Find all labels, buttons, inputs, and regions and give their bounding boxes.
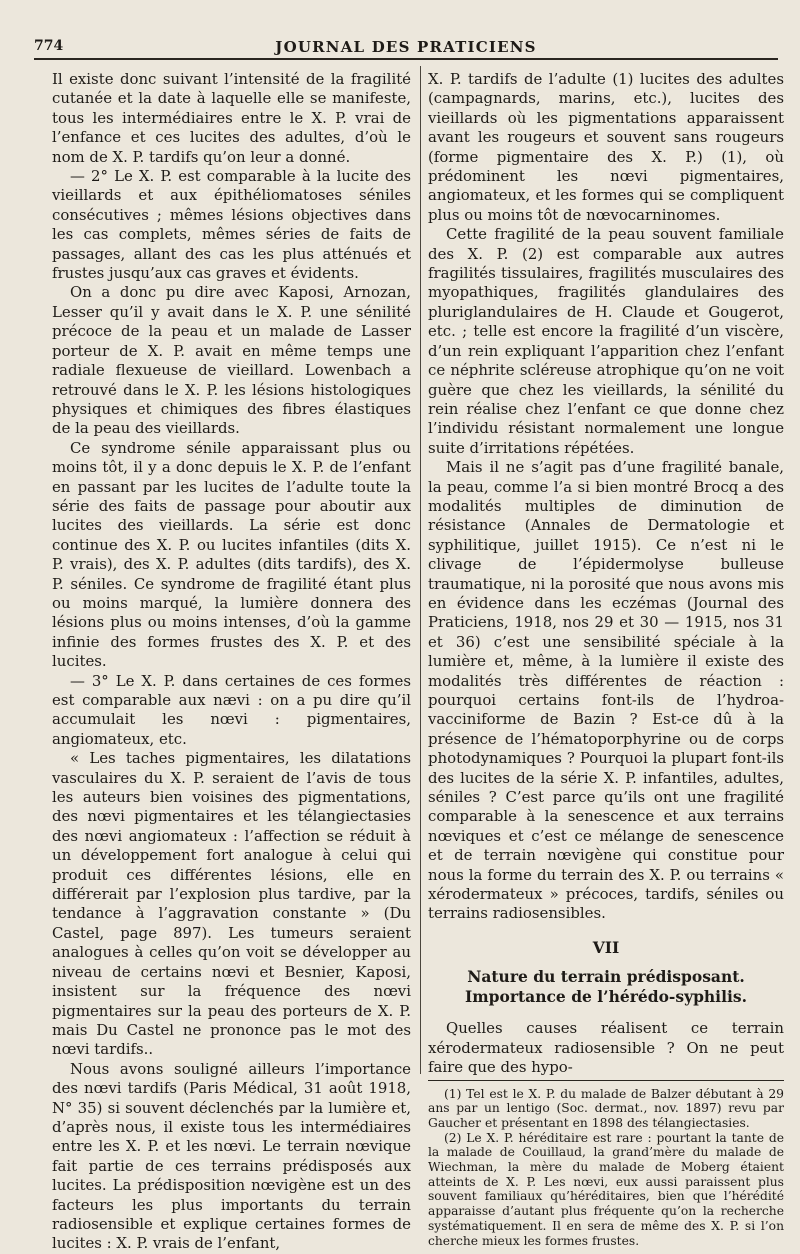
paragraph: On a donc pu dire avec Kaposi, Arnozan, Lesser qu’il y avait dans le X. P. une sénilité précoce de la peau et un malade de Lasser porteur de X. P. avait en même temps une radiale flexueuse de vieillard. Lowenbach a retrouvé dans le X. P. les lésions histologiques physiques et chimiques des fibres élastiques de la peau des vieillards. (52, 283, 411, 438)
section-number: VII (592, 937, 620, 957)
paragraph: Ce syndrome sénile apparaissant plus ou moins tôt, il y a donc depuis le X. P. de l’enfant en passant par les lucites de l’adulte toute la série des faits de passage pour aboutir aux lucites des vieillards. La série est donc continue des X. P. ou lucites infantiles (dits X. P. vrais), des X. P. adultes (dits tardifs), des X. P. séniles. Ce syndrome de fragilité étant plus ou moins marqué, la lumière donnera des lésions plus ou moins intenses, d’où la gamme infinie des formes frustes des X. P. et des lucites. (52, 438, 411, 671)
column-divider (420, 66, 421, 1074)
footnote-2: (2) Le X. P. héréditaire est rare : pourtant la tante de la malade de Couillaud, la grand’mère du malade de Wiechman, la mère du malade de Moberg étaient atteints de X. P. Les nœvi, eux aussi paraissent plus souvent familiaux qu’héréditaires, bien que l’hérédité apparaisse d’autant plus fréquente qu’on la recherche systématiquement. Il en sera de même des X. P. si l’on cherche mieux les formes frustes. (428, 1130, 784, 1248)
footnote-divider (428, 1080, 784, 1081)
paragraph: Nous avons souligné ailleurs l’importance des nœvi tardifs (Paris Médical, 31 août 1918, N° 35) si souvent déclenchés par la lumière et, d’après nous, il existe tous les intermédiaires entre les X. P. et les nœvi. Le terrain nœvique fait partie de ces terrains prédisposés aux lucites. La prédisposition nœvigène est un des facteurs les plus importants du terrain radiosensible et explique certaines formes de lucites : X. P. vrais de l’enfant, (52, 1059, 411, 1253)
paragraph: Cette fragilité de la peau souvent familiale des X. P. (2) est comparable aux autres fragilités tissulaires, fragilités musculaires des myopathiques, fragilités glandulaires des pluriglandulaires de H. Claude et Gougerot, etc. ; telle est encore la fragilité d’un viscère, d’un rein expliquant l’apparition chez l’enfant ce néphrite scléreuse atrophique qu’on ne voit guère que chez les vieillards, la sénilité du rein réalise chez l’enfant ce que donne chez l’individu résistant normalement une longue suite d’irritations répétées. (428, 225, 784, 457)
right-column (428, 70, 784, 1248)
page-header (34, 36, 778, 60)
left-column (52, 70, 411, 1253)
paragraph: — 2° Le X. P. est comparable à la lucite des vieillards et aux épithéliomatoses séniles consécutives ; mêmes lésions objectives dans les cas complets, mêmes séries de faits de passages, allant des cas les plus atténués et frustes jusqu’aux cas graves et évidents. (52, 167, 411, 283)
journal-title: JOURNAL DES PRATICIENS (275, 38, 537, 56)
section-title (428, 967, 784, 1007)
paragraph: X. P. tardifs de l’adulte (1) lucites des adultes (campagnards, marins, etc.), lucites des vieillards où les pigmentations apparaissent avant les rougeurs et souvent sans rougeurs (forme pigmentaire des X. P.) (1), où prédominent les nœvi pigmentaires, angiomateux, et les formes qui se compliquent plus ou moins tôt de nœvocarninomes. (428, 70, 784, 224)
paragraph: Mais il ne s’agit pas d’une fragilité banale, la peau, comme l’a si bien montré Brocq a des modalités multiples de diminution de résistance (Annales de Dermatologie et syphilitique, juillet 1915). Ce n’est ni le clivage de l’épidermolyse bulleuse traumatique, ni la porosité que nous avons mis en évidence dans les eczémas (Journal des Praticiens, 1918, nos 29 et 30 — 1915, nos 31 et 36) c’est une sensibilité spéciale à la lumière et, même, à la lumière il existe des modalités très différentes de réaction : pourquoi certains font-ils de l’hydroa-vacciniforme de Bazin ? Est-ce dû à la présence de l’hématoporphyrine ou de corps photodynamiques ? Pourquoi la plupart font-ils des lucites de la série X. P. infantiles, adultes, séniles ? C’est parce qu’ils ont une fragilité comparable à la senescence et aux terrains nœviques et c’est ce mélange de senescence et de terrain nœvigène qui constitue pour nous la forme du terrain des X. P. ou terrains « xérodermateux » précoces, tardifs, séniles ou terrains radiosensibles. (428, 458, 784, 923)
footnote-1: (1) Tel est le X. P. du malade de Balzer débutant à 29 ans par un lentigo (Soc. dermat., nov. 1897) revu par Gaucher et présentant en 1898 des télangiectasies. (428, 1086, 784, 1130)
page-number: 774 (34, 38, 64, 54)
paragraph: Quelles causes réalisent ce terrain xérodermateux radiosensible ? On ne peut faire que des hypo- (428, 1019, 784, 1077)
paragraph: Il existe donc suivant l’intensité de la fragilité cutanée et la date à laquelle elle se manifeste, tous les intermédiaires entre le X. P. vrai de l’enfance et ces lucites des adultes, d’où le nom de X. P. tardifs qu’on leur a donné. (52, 70, 411, 166)
section-title-line-1: Nature du terrain prédisposant. (467, 967, 745, 987)
section-title-line-2: Importance de l’hérédo-syphilis. (465, 987, 747, 1007)
paragraph: « Les taches pigmentaires, les dilatations vasculaires du X. P. seraient de l’avis de tous les auteurs bien voisines des pigmentations, des nœvi pigmentaires et les télangiectasies des nœvi angiomateux : l’affection se réduit à un développement fort analogue à celui qui produit ces différentes lésions, elle en différerait par l’explosion plus tardive, par la tendance à l’aggravation constante » (Du Castel, page 897). Les tumeurs seraient analogues à celles qu’on voit se développer au niveau de certains nœvi et Besnier, Kaposi, insistent sur la fréquence des nœvi pigmentaires sur la peau des porteurs de X. P. mais Du Castel ne prononce pas le mot des nœvi tardifs.. (52, 749, 411, 1059)
paragraph: — 3° Le X. P. dans certaines de ces formes est comparable aux nævi : on a pu dire qu’il accumulait les nœvi : pigmentaires, angiomateux, etc. (52, 671, 411, 748)
